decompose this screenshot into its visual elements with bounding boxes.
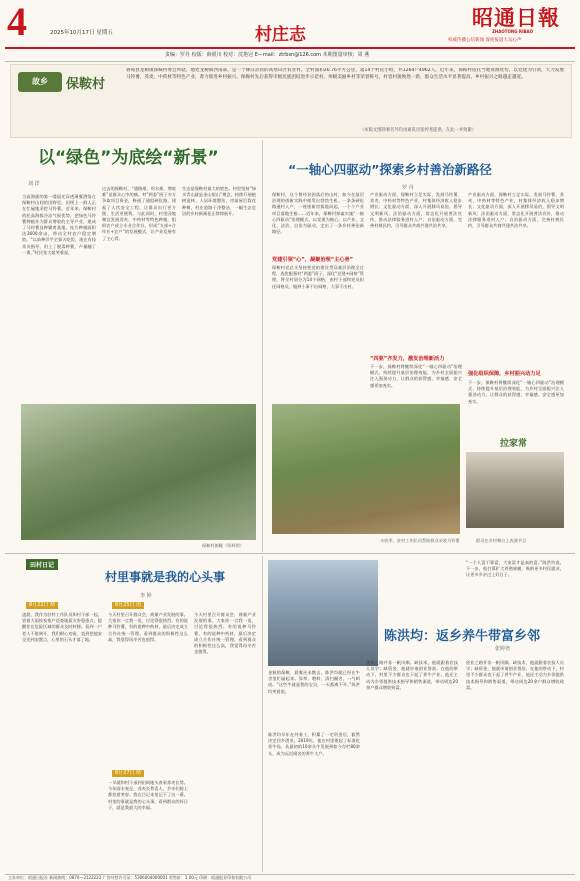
village-aerial-photo [21,404,256,540]
diary-date-3: 8月27日 晴 [112,770,144,777]
section-title: 村庄志 [255,25,306,45]
stage-photo [466,452,564,528]
harvest-caption: 丰收季，驻村工作队员帮助群众采收马铃薯 [380,538,460,543]
diary-title: 村里事就是我的心头事 [105,570,226,584]
column-divider [262,140,263,552]
bottom-article-title: 陈洪均：返乡养牛带富乡邻 [384,629,541,644]
main-article-col3b: 下一步，保鞍村将继续深化“一轴心四驱动”治理模式，持续提升基层治理效能，为乡村全面振兴注入强劲动力，让群众的获得感、幸福感、安全感更加充实。 [468,380,564,404]
bottom-article-para-2: 陈洪均早年在外务工，积累了一定资金后，毅然决定回乡创业。2019年，他在村里建起了标准化养牛场，从最初的10余头牛发展到如今存栏80余头，成为远近闻名的养牛大户。 [268,732,360,756]
diary-label: 田村日记 [26,559,58,570]
harvest-photo [272,404,460,534]
diary-entry-1: 凌晨，我作为驻村工作队员和村干部一起，冒着大雨挨家挨户巡查地质灾害隐患点，提醒住在危险区域的群众及时转移。看到一户老人不愿离开，我们耐心劝说，直到把他安全送到安置点，心里的石头才落了地。 [22,612,102,642]
left-article-col2: 过去的保鞍村，“通路难、用水难、增收难”是群众心中的痛。村“两委”班子多方争取项目资金，修通了通组硬化路，建起了人饮安全工程，让群众出行更方便、生活更便利。与此同时，村里因地制宜发展荞麦、中药材等特色种植，组织农户成立专业合作社，形成“支部+合作社+农户”的发展模式，让产业发展有了主心骨。 [102,186,176,241]
main-article-byline: 罗 丹 [402,185,414,191]
cattle-farm-photo [268,560,378,666]
bottom-article-para-3: 创业之路并非一帆风顺。缺技术，他就跟着农技人员学；缺资金，他就申请创业贷款。在他的带动下，村里不少群众也干起了养牛产业，他还主动为乡邻提供技术指导和销售渠道，带动周边20余户群众增收致富。 [366,660,458,690]
diary-date-1: 8月22日 晴 [26,602,58,609]
left-article-col1: 当高海拔的第一缕晨光穿透薄雾洒落在保鞍村山间的田野里，田埂上一群人正在忙碌地采挖马铃薯。近年来，保鞍村依托高海拔冷凉气候优势，把绿色马铃薯种植作为群众增收的主导产业，建成了马铃薯良种繁育基地，连片种植面积达3600余亩，带动全村农户稳定增收。“以前种洋芋全靠天吃饭，现在有技术员指导，用上了脱毒种薯，产量翻了一番。”村民张大姐笑着说。 [22,194,96,255]
intro-text: 鲁甸县龙树镇保鞍村委会所辖，地处龙树镇西南部，是一个彝汉杂居的高寒山区农业村。全村面积26.76平方公里，辖14个村民小组，共1264户4962人。近年来，保鞍村依托当地资源优势，以党建为引领，大力发展马铃薯、荞麦、中药材等特色产业，着力推进乡村振兴。保鞍村先后获得市级民族团结进步示范村、州级美丽乡村等荣誉称号，村容村貌焕然一新，群众生活水平显著提高，乡村振兴之路越走越宽。 [126,68,564,80]
main-article-lead: 保鞍村，这个曾经贫困落后的山村，如今在基层治理的创新实践中焕发出勃勃生机。一条条硬化路通村入户，一座座新房拔地而起，一个个产业项目落地生根……近年来，保鞍村探索实施“一轴心四驱动”治理模式，以党建为轴心，以产业、文化、法治、自治为驱动，走出了一条乡村善治新路径。 [272,192,364,235]
issue-date: 2025年10月17日 星期五 [50,30,113,36]
left-article-byline: 刘 洋 [28,181,40,187]
diary-entry-3: 一早就和村干部到田间地头查看荞麦长势。今年雨水充足，荞麦长势喜人，乡亲们脸上都挂着笑容。我在日记本里记下了这一幕，村里的事就是我的心头事，看到群众的好日子，就是我最大的幸福。 [108,780,188,810]
main-article-col2b: 下一步，保鞍村将继续深化“一轴心四驱动”治理模式，持续提升基层治理效能，为乡村全面振兴注入强劲动力，让群众的获得感、幸福感、安全感更加充实。 [370,364,462,388]
left-photo-caption: 保鞍村俯瞰（资料图） [202,543,244,548]
stage-caption: 群众在乡村舞台上表演节目 [476,538,527,543]
main-subhead-1: 党建引领“心”，凝聚治理“主心骨” [272,257,354,263]
diary-entry-4: 今天村里召开群众会，商量产业发展的事。大家你一言我一语，讨论得很热烈。有的说种马铃薯，有的说种中药材，最后决定成立合作社统一管理。看到群众的积极性这么高，我觉得再辛苦也值得。 [194,612,256,655]
page-number: 4 [7,0,27,44]
main-article-col3: 产业驱动方面，保鞍村立足实际，发展马铃薯、荞麦、中药材等特色产业，村集体经济收入稳步增长；文化驱动方面，深入开展移风易俗，倡导文明新风；法治驱动方面，常态化开展普法宣传，推动法律服务进村入户；自治驱动方面，完善村规民约，引导群众共商共建共治共享。 [468,192,564,229]
diary-entry-2: 今天村里召开群众会，商量产业发展的事。大家你一言我一语，讨论得很热烈。有的说种马铃薯，有的说种中药材，最后决定成立合作社统一管理。看到群众的积极性这么高，我觉得再辛苦也值得。 [108,612,188,642]
main-subhead-2: “四驱”齐发力，激发治理新活力 [370,356,445,362]
credits-rule [5,61,575,62]
newspaper-slogan: 权威传播公信新闻 深度报道大众心声 [448,38,522,43]
newspaper-logo: 昭通日報 [472,5,560,30]
stage-label: 拉家常 [500,439,528,449]
bottom-article-para-1: 金秋的保鞍，晨雾还未散去，陈洪均就已经在牛舍里忙碌起来。添草、喂料、清扫圈舍，一气呵成。“这些牛就是我的宝贝，一天都离不开。”陈洪均笑着说。 [268,670,360,694]
bottom-column-divider [262,556,263,872]
diary-byline: 李 婷 [140,593,152,599]
newspaper-logo-en: ZHAOTONG RIBAO [492,29,534,34]
main-article-title: “一轴心四驱动”探索乡村善治新路径 [288,162,492,177]
left-article-col3: 生态是保鞍村最大的底色。村里坚持“绿水青山就是金山银山”理念，持续开展植树造林、人居环境整治，房前屋后栽花种树，村庄道路干净整洁，一幅生态宜居的乡村新画卷正徐徐展开。 [182,186,256,216]
middle-rule [5,553,575,554]
header-rule [5,47,575,49]
hometown-kicker: 故乡 [18,72,62,92]
credits-line: 责编：罗丹 校版：薛银川 校对：沈艳冠 E—mail：ztrbsn@126.com 本期图量审核：周 燕 [165,52,370,58]
village-name: 保鞍村 [66,77,106,92]
intro-note: （本版文图除署名外均由通讯员张婷尧提供，在此一并致谢） [360,128,477,133]
diary-date-2: 8月25日 雨 [112,602,144,609]
left-article-title: 以“绿色”为底绘“新景” [38,148,219,168]
main-subhead-3: 强化组织保障，乡村振兴动力足 [468,371,541,377]
main-article-col2: 产业驱动方面，保鞍村立足实际，发展马铃薯、荞麦、中药材等特色产业，村集体经济收入稳步增长；文化驱动方面，深入开展移风易俗，倡导文明新风；法治驱动方面，常态化开展普法宣传，推动法律服务进村入户；自治驱动方面，完善村规民约，引导群众共商共建共治共享。 [370,192,462,229]
bottom-article-byline: 张婷尧 [495,646,511,652]
main-article-para-1: 保鞍村党总支坚持把党的建设贯穿基层治理全过程，选优配强村“两委”班子，深化“党建+网格”管理，将全村划分为14个网格，由村干部和党员担任网格员，做到小事不出网格、大事不出村。 [272,265,364,289]
bottom-article-para-4: “一个人富不算富，大家富才是真的富。”陈洪均说，下一步，他打算扩大养殖规模，吸纳更多村民就业，让更多乡亲过上好日子。 [466,560,564,578]
bottom-article-para-5: 创业之路并非一帆风顺。缺技术，他就跟着农技人员学；缺资金，他就申请创业贷款。在他的带动下，村里不少群众也干起了养牛产业，他还主动为乡邻提供技术指导和销售渠道，带动周边20余户群众增收致富。 [466,660,564,690]
footer-text: 主办单位：昭通日报社 新闻热线：0870—2122222 广告经营许可证：5306004000001 零售价：1.00元 印刷：昭通报业印务有限公司 [8,875,252,880]
